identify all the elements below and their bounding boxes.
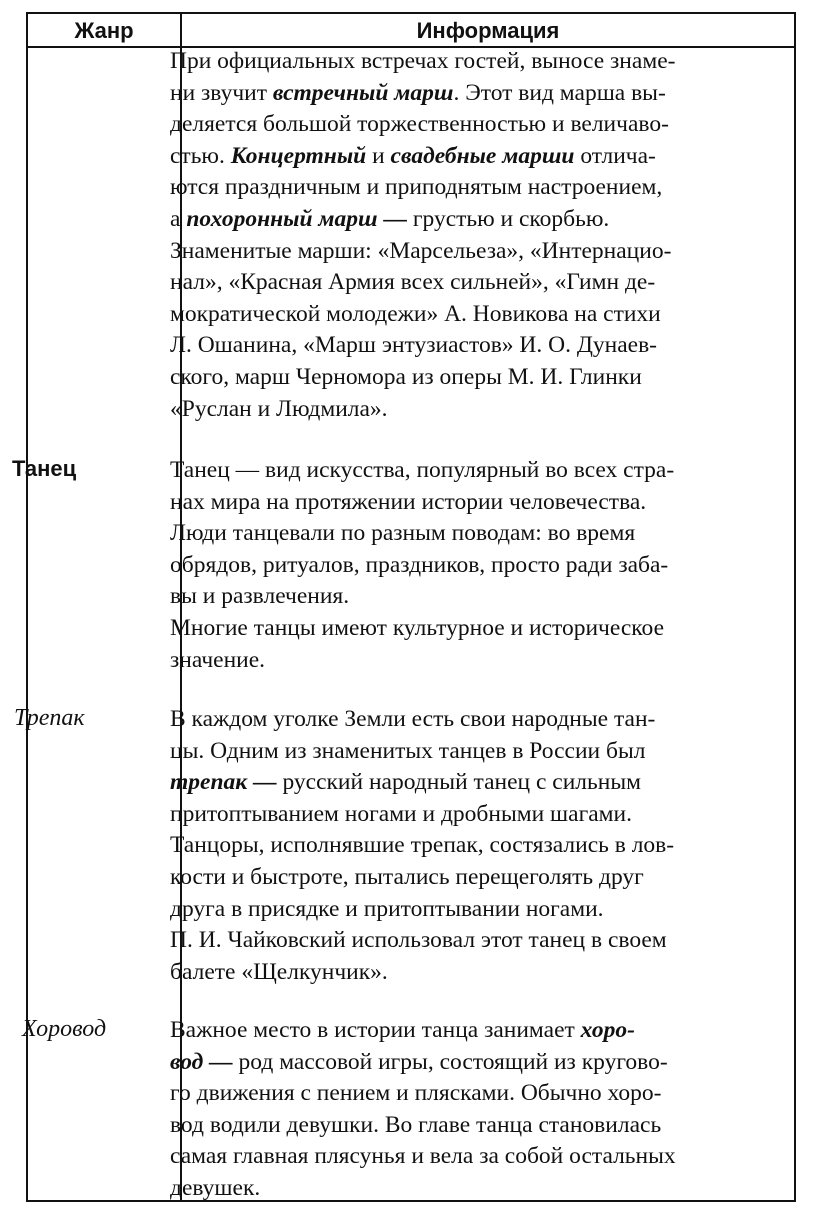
text-segment: Знаменитые марши: «Марсельеза», «Интернацио- [170, 237, 672, 264]
text-line [170, 394, 750, 426]
emphasized-term: похоронный марш — [186, 205, 407, 232]
text-segment: В каждом уголке Земли есть свои народные тан- [170, 706, 656, 732]
text-line [170, 141, 750, 173]
text-line [170, 78, 750, 110]
text-segment: Л. Ошанина, «Марш энтузиастов» И. О. Дунаев- [170, 332, 657, 359]
text-line [170, 581, 750, 613]
text-segment: значение. [170, 646, 266, 673]
text-segment: кости и быстроте, пытались перещеголять друг [170, 863, 644, 890]
text-segment: го движения с пением и плясками. Обычно хоро- [170, 1080, 662, 1107]
text-line [170, 330, 750, 362]
emphasized-term: хоро- [580, 1017, 635, 1043]
row-3-genre: Хоровод [22, 1016, 107, 1042]
text-segment: деляется большой торжественностью и величаво- [170, 111, 669, 138]
text-segment: балете «Щелкунчик». [170, 958, 388, 985]
emphasized-term: встречный марш [272, 79, 454, 106]
text-segment: обрядов, ритуалов, праздников, просто ради заба- [170, 551, 669, 578]
text-segment: ни звучит [170, 79, 273, 106]
text-segment: вы и развлечения. [170, 583, 350, 610]
text-line [170, 362, 750, 394]
text-segment: Люди танцевали по разным поводам: во время [170, 520, 636, 547]
text-line [170, 894, 750, 926]
text-line [170, 236, 750, 268]
text-line [170, 736, 750, 768]
text-segment: самая главная плясунья и вела за собой остальных [170, 1143, 676, 1170]
text-line [170, 518, 750, 550]
row-0-info [170, 46, 750, 425]
text-segment: отлича- [574, 142, 656, 169]
text-line [170, 109, 750, 141]
text-segment: русский народный танец с сильным [276, 769, 641, 796]
text-line [170, 1078, 750, 1110]
text-segment: ского, марш Черномора из оперы М. И. Глинки [170, 363, 642, 390]
row-1-genre: Танец [12, 456, 77, 481]
text-line [170, 455, 750, 487]
text-segment: девушек. [170, 1174, 261, 1201]
text-segment: нах мира на протяжении истории человечества. [170, 488, 647, 515]
text-line [170, 925, 750, 957]
text-segment: притоптыванием ногами и дробными шагами. [170, 800, 632, 827]
text-line [170, 645, 750, 677]
text-line [170, 267, 750, 299]
text-segment: нал», «Красная Армия всех сильней», «Гимн де- [170, 269, 656, 296]
text-line [170, 204, 750, 236]
text-line [170, 862, 750, 894]
text-segment: род массовой игры, состоящий из кругово- [232, 1048, 668, 1075]
text-line [170, 957, 750, 989]
text-line [170, 1173, 750, 1205]
text-segment: ются праздничным и приподнятым настроением, [170, 174, 663, 201]
text-line [170, 704, 750, 736]
emphasized-term: свадебные марши [390, 142, 575, 169]
text-line [170, 767, 750, 799]
text-line [170, 1141, 750, 1173]
text-segment: . Этот вид марша вы- [453, 79, 666, 106]
row-3-info [170, 1015, 750, 1205]
text-segment: грустью и скорбью. [406, 205, 610, 232]
text-segment: Многие танцы имеют культурное и историческое [170, 614, 664, 641]
text-segment: При официальных встречах гостей, выносе знаме- [170, 48, 676, 74]
text-segment: Танцоры, исполнявшие трепак, состязались в лов- [170, 832, 675, 859]
emphasized-term: Концертный [230, 142, 367, 169]
text-line [170, 799, 750, 831]
row-1-info [170, 455, 750, 676]
header-info: Информация [416, 18, 560, 43]
text-segment: друга в присядке и притоптывании ногами. [170, 895, 604, 922]
text-line [170, 299, 750, 331]
text-segment: П. И. Чайковский использовал этот танец в своем [170, 927, 667, 954]
text-line [170, 1110, 750, 1142]
text-segment: и [366, 142, 391, 169]
row-2-info [170, 704, 750, 988]
emphasized-term: трепак — [170, 769, 277, 796]
text-line [170, 550, 750, 582]
header-genre: Жанр [74, 18, 134, 43]
text-line [170, 1047, 750, 1079]
text-segment: Важное место в истории танца занимает [170, 1017, 581, 1043]
emphasized-term: вод — [170, 1048, 233, 1075]
text-line [170, 172, 750, 204]
text-segment: а [170, 205, 187, 232]
text-segment: вод водили девушки. Во главе танца становилась [170, 1111, 662, 1138]
text-line [170, 613, 750, 645]
row-2-genre: Трепак [14, 705, 85, 731]
text-segment: мократической молодежи» А. Новикова на стихи [170, 300, 661, 327]
text-segment: «Руслан и Людмила». [170, 395, 388, 422]
text-segment: стью. [170, 142, 231, 169]
text-line [170, 487, 750, 519]
text-line [170, 830, 750, 862]
text-line [170, 46, 750, 78]
text-segment: цы. Одним из знаменитых танцев в России был [170, 737, 646, 764]
text-line [170, 1015, 750, 1047]
text-segment: Танец — вид искусства, популярный во всех стра- [170, 457, 675, 483]
